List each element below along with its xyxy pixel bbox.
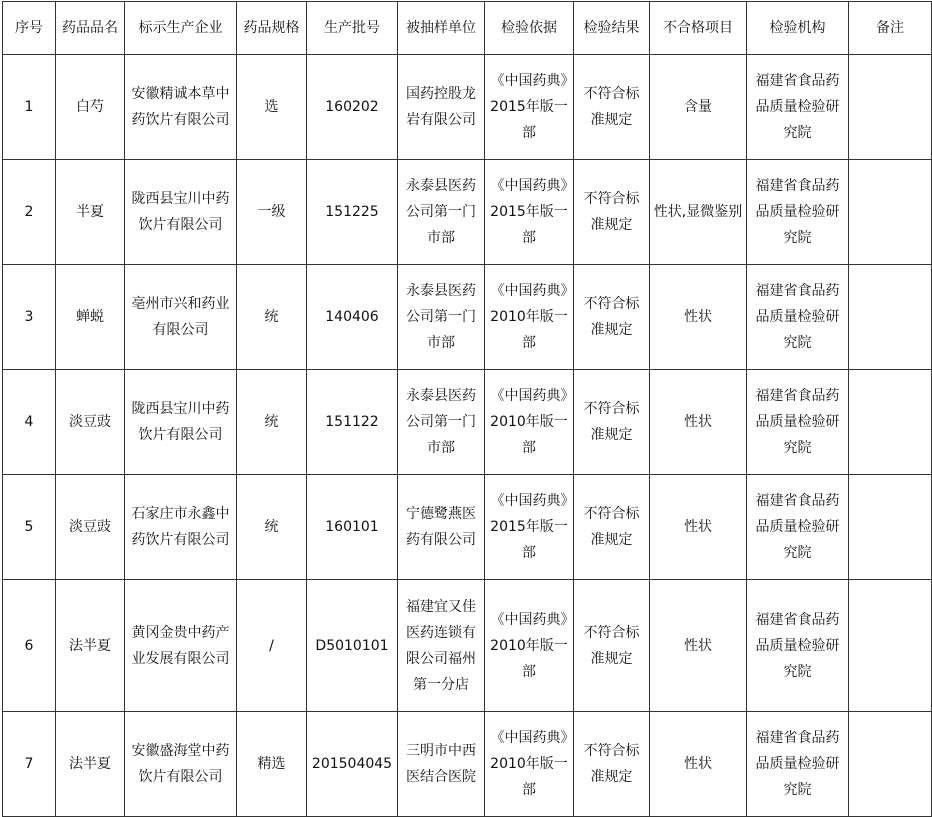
batch-number: 151225 [307,160,398,265]
row-number: 4 [3,370,56,475]
failed-items: 性状 [650,580,747,712]
batch-number: 160101 [307,475,398,580]
header-cell: 标示生产企业 [125,2,237,55]
drug-spec: 选 [237,55,307,160]
inspection-result: 不符合标准规定 [574,160,650,265]
table-row [3,712,932,817]
inspection-agency: 福建省食品药品质量检验研究院 [747,265,849,370]
row-number: 1 [3,55,56,160]
inspection-result: 不符合标准规定 [574,580,650,712]
remarks [849,265,932,370]
failed-items: 性状,显微鉴别 [650,160,747,265]
sampled-unit: 福建宜又佳医药连锁有限公司福州第一分店 [398,580,485,712]
drug-name: 淡豆豉 [56,370,125,475]
manufacturer: 安徽精诚本草中药饮片有限公司 [125,55,237,160]
drug-spec: 一级 [237,160,307,265]
batch-number: 160202 [307,55,398,160]
header-row [3,2,932,55]
inspection-basis: 《中国药典》2010年版一部 [485,580,574,712]
row-number: 5 [3,475,56,580]
inspection-basis: 《中国药典》2015年版一部 [485,55,574,160]
failed-items: 性状 [650,265,747,370]
header-cell: 药品品名 [56,2,125,55]
manufacturer: 石家庄市永鑫中药饮片有限公司 [125,475,237,580]
manufacturer: 安徽盛海堂中药饮片有限公司 [125,712,237,817]
sampled-unit: 国药控股龙岩有限公司 [398,55,485,160]
inspection-result: 不符合标准规定 [574,475,650,580]
drug-name: 白芍 [56,55,125,160]
drug-spec: 精选 [237,712,307,817]
inspection-agency: 福建省食品药品质量检验研究院 [747,55,849,160]
failed-items: 性状 [650,712,747,817]
header-cell: 生产批号 [307,2,398,55]
inspection-agency: 福建省食品药品质量检验研究院 [747,580,849,712]
batch-number: 151122 [307,370,398,475]
batch-number: 201504045 [307,712,398,817]
table-row [3,580,932,712]
remarks [849,55,932,160]
inspection-basis: 《中国药典》2015年版一部 [485,475,574,580]
drug-name: 蝉蜕 [56,265,125,370]
drug-spec: 统 [237,475,307,580]
batch-number: D5010101 [307,580,398,712]
drug-spec: 统 [237,265,307,370]
inspection-result: 不符合标准规定 [574,712,650,817]
drug-name: 法半夏 [56,580,125,712]
drug-spec: / [237,580,307,712]
batch-number: 140406 [307,265,398,370]
header-cell: 备注 [849,2,932,55]
sampled-unit: 永泰县医药公司第一门市部 [398,265,485,370]
drug-name: 半夏 [56,160,125,265]
inspection-agency: 福建省食品药品质量检验研究院 [747,160,849,265]
inspection-agency: 福建省食品药品质量检验研究院 [747,712,849,817]
header-cell: 序号 [3,2,56,55]
remarks [849,712,932,817]
inspection-agency: 福建省食品药品质量检验研究院 [747,370,849,475]
row-number: 2 [3,160,56,265]
table-row [3,160,932,265]
table-row [3,370,932,475]
row-number: 3 [3,265,56,370]
inspection-basis: 《中国药典》2010年版一部 [485,265,574,370]
failed-items: 性状 [650,370,747,475]
drug-name: 淡豆豉 [56,475,125,580]
failed-items: 性状 [650,475,747,580]
drug-name: 法半夏 [56,712,125,817]
sampled-unit: 永泰县医药公司第一门市部 [398,160,485,265]
inspection-agency: 福建省食品药品质量检验研究院 [747,475,849,580]
header-cell: 检验机构 [747,2,849,55]
inspection-result: 不符合标准规定 [574,370,650,475]
manufacturer: 陇西县宝川中药饮片有限公司 [125,370,237,475]
table-row [3,265,932,370]
manufacturer: 亳州市兴和药业有限公司 [125,265,237,370]
manufacturer: 黄冈金贵中药产业发展有限公司 [125,580,237,712]
manufacturer: 陇西县宝川中药饮片有限公司 [125,160,237,265]
table-row [3,475,932,580]
remarks [849,160,932,265]
inspection-basis: 《中国药典》2015年版一部 [485,160,574,265]
inspection-basis: 《中国药典》2010年版一部 [485,712,574,817]
drug-spec: 统 [237,370,307,475]
sampled-unit: 三明市中西医结合医院 [398,712,485,817]
header-cell: 被抽样单位 [398,2,485,55]
header-cell: 药品规格 [237,2,307,55]
header-cell: 不合格项目 [650,2,747,55]
remarks [849,580,932,712]
sampled-unit: 宁德鹭燕医药有限公司 [398,475,485,580]
remarks [849,475,932,580]
row-number: 7 [3,712,56,817]
header-cell: 检验结果 [574,2,650,55]
sampled-unit: 永泰县医药公司第一门市部 [398,370,485,475]
failed-items: 含量 [650,55,747,160]
table-row [3,55,932,160]
inspection-basis: 《中国药典》2010年版一部 [485,370,574,475]
inspection-result: 不符合标准规定 [574,265,650,370]
header-cell: 检验依据 [485,2,574,55]
drug-inspection-table [2,1,932,817]
remarks [849,370,932,475]
inspection-result: 不符合标准规定 [574,55,650,160]
row-number: 6 [3,580,56,712]
